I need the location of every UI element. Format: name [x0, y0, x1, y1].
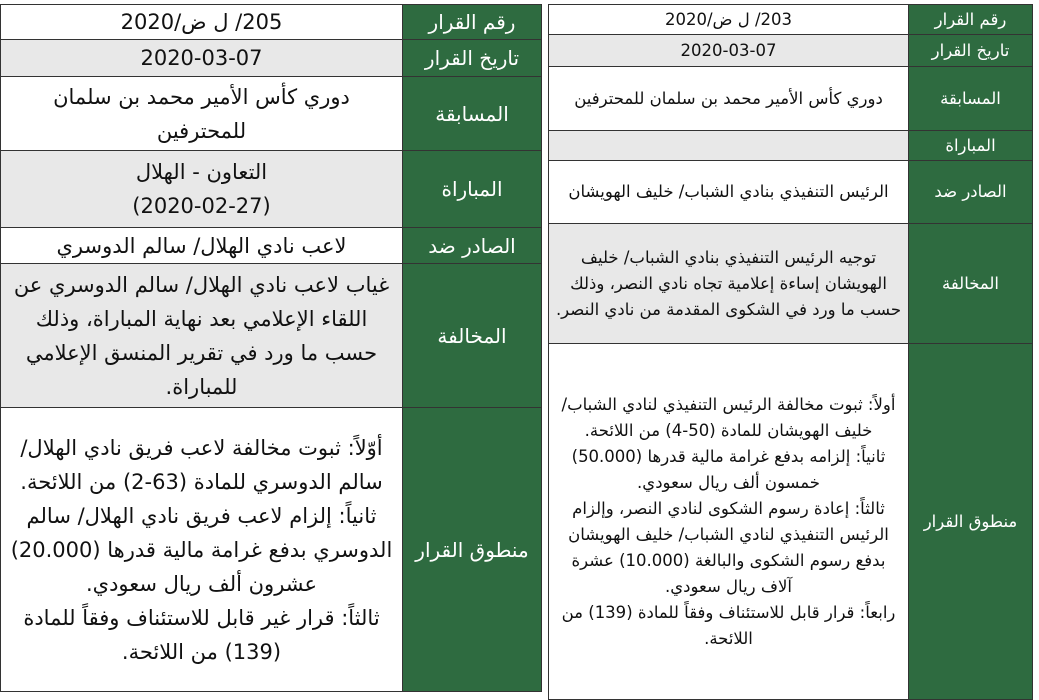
verdict-item: أولاً: ثبوت مخالفة الرئيس التنفيذي لنادي الشباب/ خليف الهويشان للمادة (50-4) من اللائحة. — [561, 394, 896, 440]
value-competition: دوري كأس الأمير محمد بن سلمان للمحترفين — [549, 67, 909, 131]
value-number: 205/ ل ض/2020 — [1, 5, 403, 40]
label-violation: المخالفة — [403, 264, 542, 408]
decision-203-table — [548, 4, 1033, 700]
label-verdict: منطوق القرار — [909, 344, 1033, 700]
value-violation: غياب لاعب نادي الهلال/ سالم الدوسري عن اللقاء الإعلامي بعد نهاية المباراة، وذلك حسب ما ورد في تقرير المنسق الإعلامي للمباراة. — [1, 264, 403, 408]
match-teams: التعاون - الهلال — [135, 160, 268, 184]
label-match: المباراة — [909, 131, 1033, 161]
row-verdict — [549, 344, 1033, 700]
value-date: 2020-03-07 — [1, 40, 403, 77]
verdict-item: ثانياً: إلزام لاعب فريق نادي الهلال/ سالم الدوسري بدفع غرامة مالية قدرها (20.000) عشرون ألف ريال سعودي. — [10, 503, 393, 596]
row-match — [1, 151, 542, 228]
row-violation — [1, 264, 542, 408]
label-violation: المخالفة — [909, 224, 1033, 344]
value-match — [549, 131, 909, 161]
label-competition: المسابقة — [403, 77, 542, 151]
verdict-item: أوّلاً: ثبوت مخالفة لاعب فريق نادي الهلال/ سالم الدوسري للمادة (63-2) من اللائحة. — [20, 435, 383, 494]
row-competition — [1, 77, 542, 151]
label-match: المباراة — [403, 151, 542, 228]
verdict-item: ثانياً: إلزامه بدفع غرامة مالية قدرها (50.000) خمسون ألف ريال سعودي. — [571, 446, 886, 492]
label-date: تاريخ القرار — [909, 35, 1033, 67]
value-date: 2020-03-07 — [549, 35, 909, 67]
label-competition: المسابقة — [909, 67, 1033, 131]
row-competition — [549, 67, 1033, 131]
label-issued-against: الصادر ضد — [909, 161, 1033, 224]
row-number — [549, 5, 1033, 35]
value-match — [1, 151, 403, 228]
value-issued-against: الرئيس التنفيذي بنادي الشباب/ خليف الهويشان — [549, 161, 909, 224]
verdict-item: رابعاً: قرار قابل للاستئناف وفقاً للمادة (139) من اللائحة. — [561, 602, 896, 648]
label-date: تاريخ القرار — [403, 40, 542, 77]
label-verdict: منطوق القرار — [403, 408, 542, 692]
value-verdict — [549, 344, 909, 700]
match-date: (2020-02-27) — [132, 194, 271, 218]
row-issued-against — [549, 161, 1033, 224]
row-issued-against — [1, 228, 542, 264]
value-competition: دوري كأس الأمير محمد بن سلمان للمحترفين — [1, 77, 403, 151]
label-issued-against: الصادر ضد — [403, 228, 542, 264]
row-number — [1, 5, 542, 40]
value-number: 203/ ل ض/2020 — [549, 5, 909, 35]
verdict-item: ثالثاً: قرار غير قابل للاستئناف وفقاً للمادة (139) من اللائحة. — [23, 605, 380, 664]
label-number: رقم القرار — [403, 5, 542, 40]
row-verdict — [1, 408, 542, 692]
value-issued-against: لاعب نادي الهلال/ سالم الدوسري — [1, 228, 403, 264]
row-violation — [549, 224, 1033, 344]
decision-205-table — [0, 4, 542, 692]
row-date — [1, 40, 542, 77]
label-number: رقم القرار — [909, 5, 1033, 35]
value-verdict — [1, 408, 403, 692]
row-match — [549, 131, 1033, 161]
value-violation: توجيه الرئيس التنفيذي بنادي الشباب/ خليف الهويشان إساءة إعلامية تجاه نادي النصر، وذلك حسب ما ورد في الشكوى المقدمة من نادي النصر. — [549, 224, 909, 344]
row-date — [549, 35, 1033, 67]
verdict-item: ثالثاً: إعادة رسوم الشكوى لنادي النصر، وإلزام الرئيس التنفيذي لنادي الشباب/ خليف الهويشان بدفع رسوم الشكوى والبالغة (10.000) عشرة آلاف ريال سعودي. — [568, 498, 889, 596]
